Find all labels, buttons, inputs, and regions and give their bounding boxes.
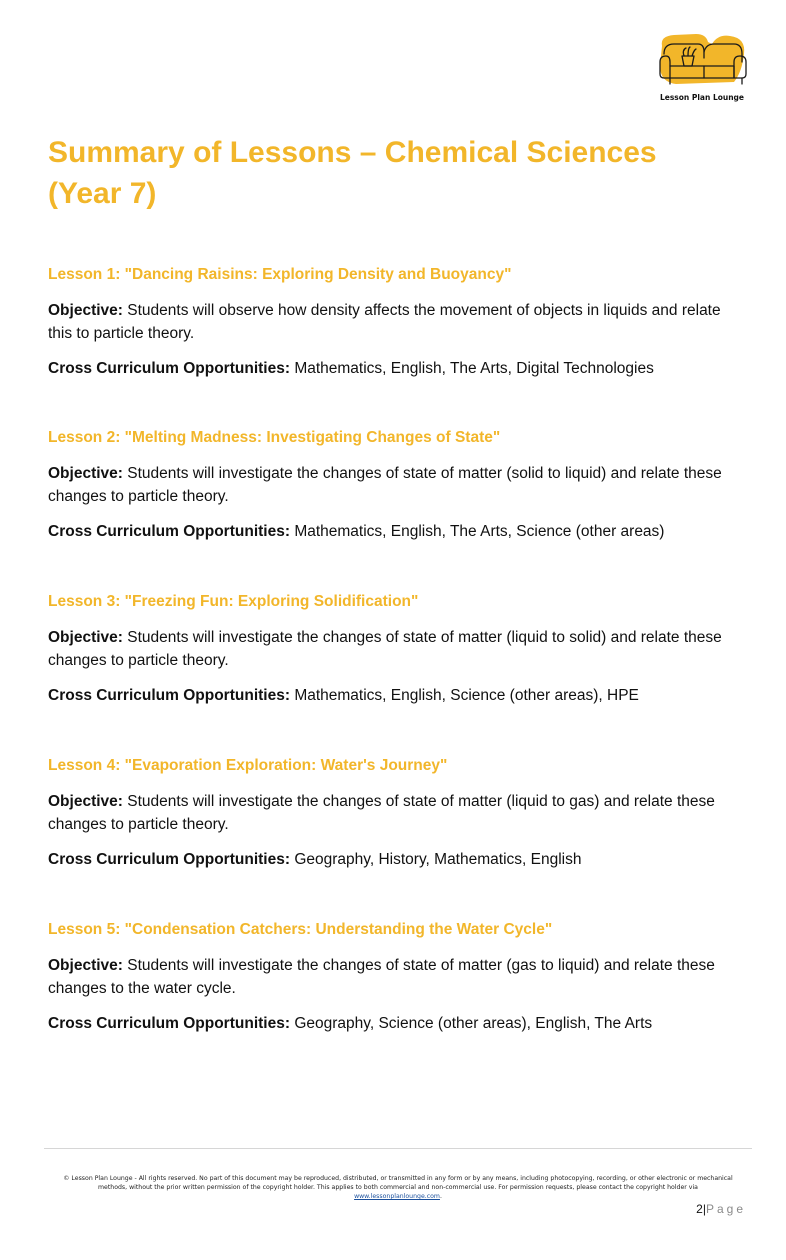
lesson-cross-curriculum (48, 357, 748, 380)
copyright-text: © Lesson Plan Lounge - All rights reserved. No part of this document may be reproduced, distributed, or transmitted in any form or by any means, including photocopying, recording, or other electronic or mechanical methods, without the prior written permission of the copyright holder. This applies to both commercial and non-commercial use. For permission requests, please contact the copyright holder via (63, 1175, 733, 1191)
lesson-objective (48, 954, 748, 1000)
cross-curriculum-label: Cross Curriculum Opportunities: (48, 851, 290, 868)
armchair-logo-icon (656, 32, 748, 90)
objective-label: Objective: (48, 629, 123, 646)
lesson-cross-curriculum (48, 1012, 748, 1035)
objective-text: Students will investigate the changes of state of matter (liquid to solid) and relate these changes to particle theory. (48, 629, 722, 669)
link-suffix: . (439, 1193, 442, 1200)
cross-curriculum-label: Cross Curriculum Opportunities: (48, 360, 290, 377)
lesson-cross-curriculum (48, 848, 748, 871)
lesson-objective (48, 790, 748, 836)
website-link[interactable]: www.lessonplanlounge.com (354, 1193, 440, 1200)
page-number (696, 1202, 746, 1216)
lesson-objective (48, 299, 748, 345)
objective-text: Students will observe how density affects the movement of objects in liquids and relate this to particle theory. (48, 302, 721, 342)
objective-label: Objective: (48, 957, 123, 974)
cross-curriculum-label: Cross Curriculum Opportunities: (48, 1015, 290, 1032)
page-label: Page (705, 1202, 746, 1216)
page-number-value: 2 (696, 1202, 703, 1216)
brand-logo (656, 32, 748, 102)
lesson-heading: Lesson 3: "Freezing Fun: Exploring Solidification" (48, 593, 419, 610)
cross-curriculum-text: Mathematics, English, The Arts, Digital Technologies (294, 360, 654, 377)
lesson-4 (48, 756, 748, 871)
footer-copyright (52, 1174, 744, 1201)
logo-text: Lesson Plan Lounge (659, 93, 745, 102)
lesson-objective (48, 626, 748, 672)
lesson-cross-curriculum (48, 684, 748, 707)
objective-text: Students will investigate the changes of state of matter (solid to liquid) and relate these changes to particle theory. (48, 465, 722, 505)
lesson-heading: Lesson 5: "Condensation Catchers: Understanding the Water Cycle" (48, 921, 553, 938)
lesson-3 (48, 592, 748, 707)
objective-text: Students will investigate the changes of state of matter (gas to liquid) and relate these changes to the water cycle. (48, 957, 715, 997)
cross-curriculum-text: Geography, History, Mathematics, English (294, 851, 582, 868)
lesson-heading: Lesson 4: "Evaporation Exploration: Water's Journey" (48, 757, 448, 774)
page-separator: | (702, 1202, 706, 1216)
page-title: Summary of Lessons – Chemical Sciences (Year 7) (48, 136, 657, 210)
lesson-2 (48, 428, 748, 543)
cross-curriculum-label: Cross Curriculum Opportunities: (48, 523, 290, 540)
cross-curriculum-text: Mathematics, English, Science (other areas), HPE (294, 687, 639, 704)
lesson-heading: Lesson 1: "Dancing Raisins: Exploring Density and Buoyancy" (48, 266, 512, 283)
objective-text: Students will investigate the changes of state of matter (liquid to gas) and relate these changes to particle theory. (48, 793, 715, 833)
objective-label: Objective: (48, 793, 123, 810)
footer-divider (44, 1148, 752, 1149)
lesson-cross-curriculum (48, 520, 748, 543)
lesson-5 (48, 920, 748, 1035)
cross-curriculum-text: Mathematics, English, The Arts, Science (other areas) (294, 523, 665, 540)
objective-label: Objective: (48, 302, 123, 319)
lesson-objective (48, 462, 748, 508)
objective-label: Objective: (48, 465, 123, 482)
lesson-heading: Lesson 2: "Melting Madness: Investigating Changes of State" (48, 429, 501, 446)
cross-curriculum-text: Geography, Science (other areas), English, The Arts (294, 1015, 653, 1032)
lesson-1 (48, 265, 748, 380)
cross-curriculum-label: Cross Curriculum Opportunities: (48, 687, 290, 704)
